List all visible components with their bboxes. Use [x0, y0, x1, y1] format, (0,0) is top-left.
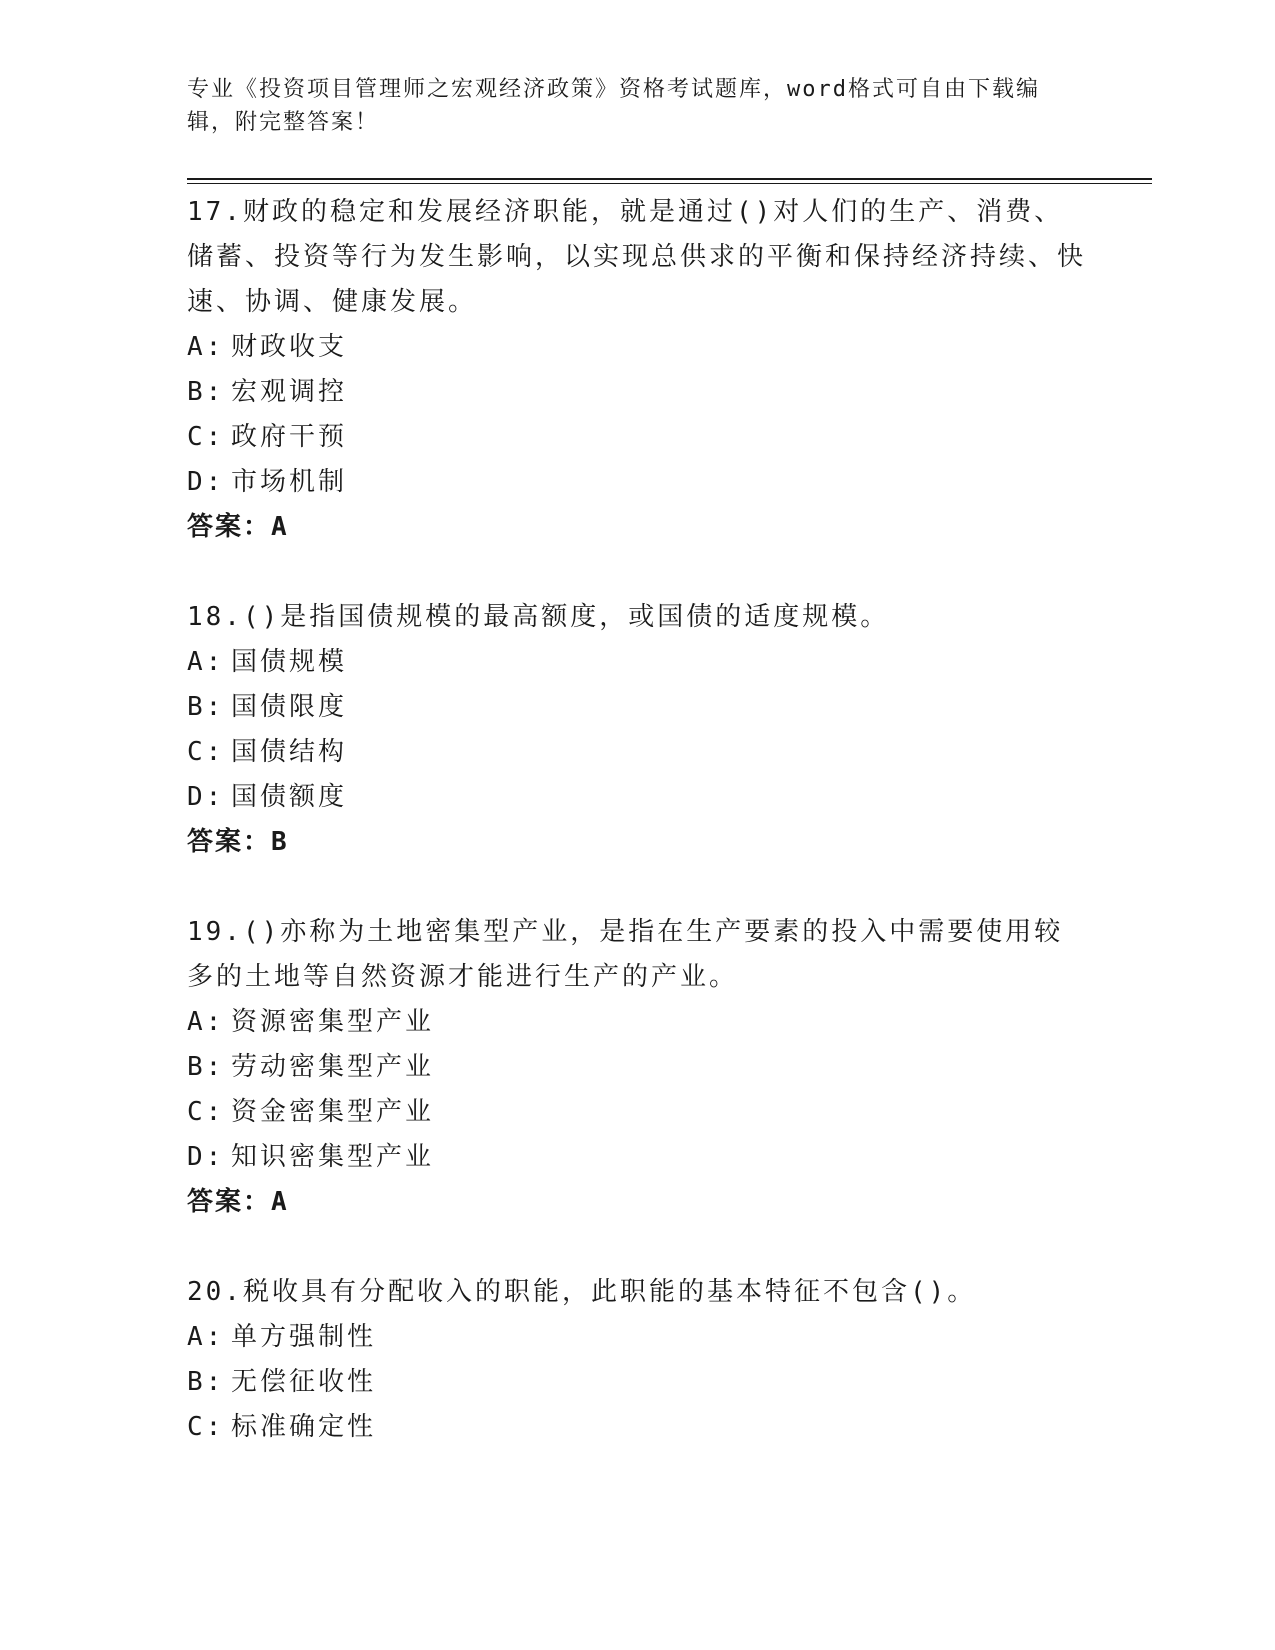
option-c: [187, 1405, 1087, 1450]
option-c: [187, 1090, 1087, 1135]
option-letter: A:: [187, 1007, 225, 1037]
option-letter: B:: [187, 377, 225, 407]
option-text: 政府干预: [231, 422, 348, 452]
option-d: [187, 1135, 1087, 1180]
option-text: 国债结构: [231, 737, 348, 767]
option-letter: B:: [187, 1367, 225, 1397]
spacer: [187, 550, 1087, 595]
option-b: [187, 1360, 1087, 1405]
option-letter: D:: [187, 782, 225, 812]
spacer: [187, 865, 1087, 910]
question-stem: 20.税收具有分配收入的职能，此职能的基本特征不包含()。: [187, 1277, 977, 1307]
option-text: 国债额度: [231, 782, 348, 812]
option-c: [187, 415, 1087, 460]
option-a: [187, 1315, 1087, 1360]
option-letter: B:: [187, 692, 225, 722]
option-text: 知识密集型产业: [231, 1142, 435, 1172]
option-letter: C:: [187, 737, 225, 767]
option-c: [187, 730, 1087, 775]
option-letter: A:: [187, 332, 225, 362]
option-text: 宏观调控: [231, 377, 348, 407]
answer-line: 答案：A: [187, 512, 289, 542]
option-letter: D:: [187, 1142, 225, 1172]
question-stem: 17.财政的稳定和发展经济职能，就是通过()对人们的生产、消费、储蓄、投资等行为发生影响，以实现总供求的平衡和保持经济持续、快速、协调、健康发展。: [187, 197, 1087, 317]
spacer: [187, 1225, 1087, 1270]
option-text: 劳动密集型产业: [231, 1052, 435, 1082]
option-text: 无偿征收性: [231, 1367, 377, 1397]
option-letter: C:: [187, 1097, 225, 1127]
answer-line: 答案：A: [187, 1187, 289, 1217]
option-letter: C:: [187, 1412, 225, 1442]
option-b: [187, 1045, 1087, 1090]
option-letter: A:: [187, 1322, 225, 1352]
option-text: 资源密集型产业: [231, 1007, 435, 1037]
question-20: [187, 1270, 1087, 1450]
option-text: 市场机制: [231, 467, 348, 497]
option-a: [187, 325, 1087, 370]
option-text: 财政收支: [231, 332, 348, 362]
option-d: [187, 460, 1087, 505]
option-text: 资金密集型产业: [231, 1097, 435, 1127]
question-list: [187, 190, 1087, 1450]
option-text: 国债规模: [231, 647, 348, 677]
option-letter: C:: [187, 422, 225, 452]
option-letter: B:: [187, 1052, 225, 1082]
header-divider-thin: [187, 183, 1152, 184]
header-divider: [187, 178, 1152, 180]
option-letter: D:: [187, 467, 225, 497]
option-a: [187, 1000, 1087, 1045]
question-stem: 18.()是指国债规模的最高额度，或国债的适度规模。: [187, 602, 890, 632]
document-header: 专业《投资项目管理师之宏观经济政策》资格考试题库，word格式可自由下载编辑，附完整答案！: [187, 77, 1040, 135]
option-b: [187, 370, 1087, 415]
option-letter: A:: [187, 647, 225, 677]
question-17: [187, 190, 1087, 550]
question-stem: 19.()亦称为土地密集型产业，是指在生产要素的投入中需要使用较多的土地等自然资源才能进行生产的产业。: [187, 917, 1064, 992]
option-d: [187, 775, 1087, 820]
option-a: [187, 640, 1087, 685]
option-text: 标准确定性: [231, 1412, 377, 1442]
option-text: 国债限度: [231, 692, 348, 722]
question-19: [187, 910, 1087, 1225]
answer-line: 答案：B: [187, 827, 289, 857]
question-18: [187, 595, 1087, 865]
option-text: 单方强制性: [231, 1322, 377, 1352]
option-b: [187, 685, 1087, 730]
